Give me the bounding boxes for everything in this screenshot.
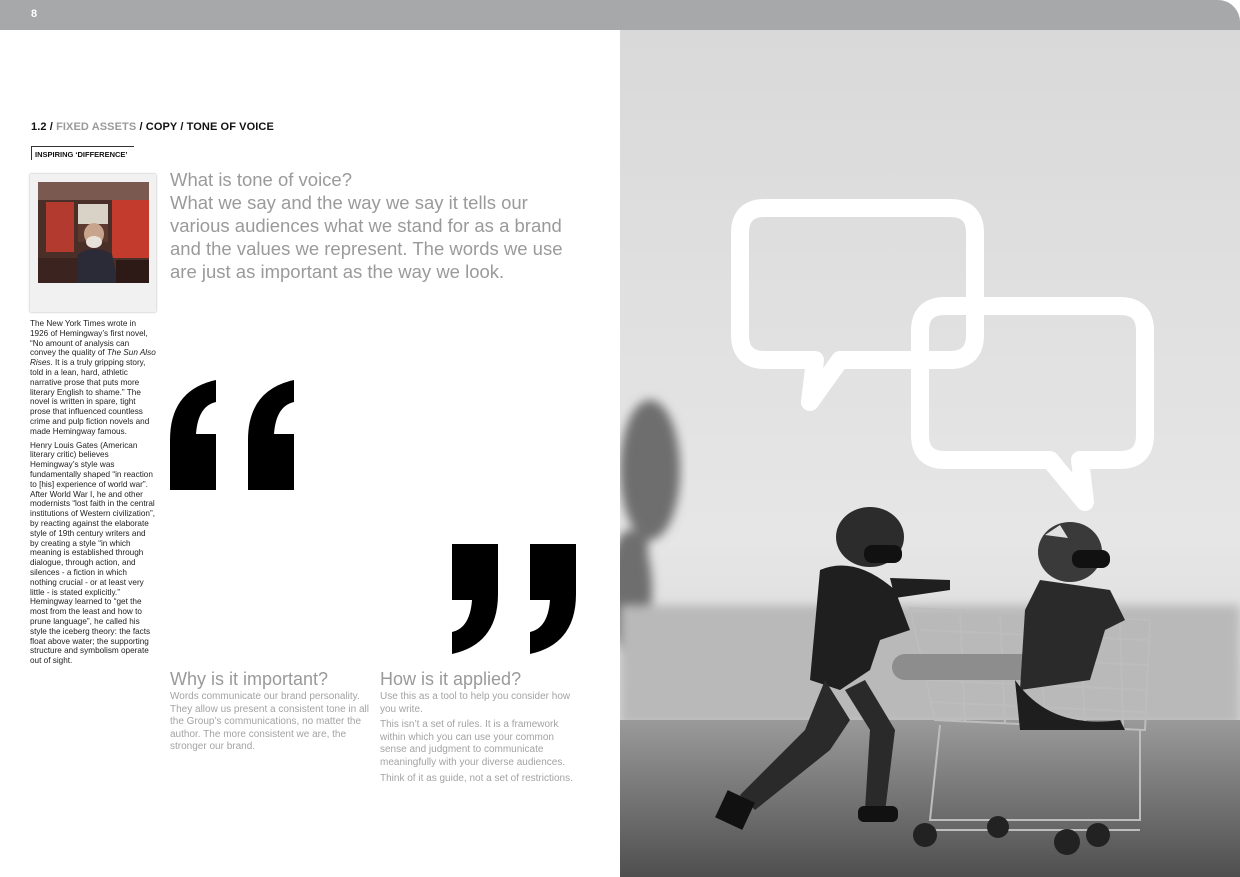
breadcrumb-fixed-assets: FIXED ASSETS [56,121,137,133]
intro-text [170,168,590,283]
breadcrumb-section: 1.2 / [31,121,53,133]
sidebar-p1-b: . It is a truly gripping story, told in a lean, hard, athletic narrative prose that puts more literary English to shame.” The novel is written in spare, tight prose that influenced countless crime and pulp fiction novels and made Hemingway famous. [30,358,150,436]
how-body [380,691,580,788]
open-quote-icon [168,378,300,492]
how-paragraph-2: This isn’t a set of rules. It is a framework within which you can use your common sense and judgment to communicate meaningfully with your diverse audiences. [380,719,566,768]
close-quote-icon [450,542,580,656]
why-heading: Why is it important? [170,669,329,689]
hemingway-photo [38,182,149,283]
intro-line: and the values we represent. The words we use [170,238,563,259]
sidebar-text [30,319,156,670]
intro-line: What is tone of voice? [170,169,353,190]
page-number: 8 [31,8,38,20]
intro-line: are just as important as the way we look. [170,261,505,282]
intro-line: What we say and the way we say it tells our [170,192,528,213]
how-heading: How is it applied? [380,669,522,689]
sidebar-paragraph-1 [30,319,156,437]
hero-photo [620,30,1240,877]
sidebar-paragraph-2: Henry Louis Gates (American literary critic) believes Hemingway’s style was fundamentally shaped “in reaction to [his] experience of world war”. After World War I, he and other modernists “lost faith in the central institutions of Western civilization”, by reacting against the elaborate style of 19th century writers and by creating a style “in which meaning is established through dialogue, through action, and silences - a fiction in which nothing crucial - or at least very little - is stated explicitly.” Hemingway learned to “get the most from the least and how to prune language”, he called his style the iceberg theory: the facts float above water; the supporting structure and symbolism operate out of sight. [30,440,155,666]
how-paragraph-1: Use this as a tool to help you consider how you write. [380,691,571,715]
sidebar-p1-title: The Sun Also Rises [30,348,156,368]
top-bar [0,0,1240,30]
intro-line: various audiences what we stand for as a brand [170,215,562,236]
why-body [170,691,370,757]
sidebar-p1-a: The New York Times wrote in 1926 of Hemingway’s first novel, “No amount of analysis can convey the quality of [30,319,148,358]
breadcrumb [31,121,274,133]
section-tag: INSPIRING ‘DIFFERENCE’ [31,146,134,160]
polaroid-photo [30,174,156,312]
how-paragraph-3: Think of it as guide, not a set of restrictions. [380,772,573,784]
breadcrumb-rest: / COPY / TONE OF VOICE [139,121,274,133]
why-paragraph: Words communicate our brand personality. They allow us present a consistent tone in all the Group’s communications, no matter the author. The more consistent we are, the stronger our brand. [170,691,369,753]
